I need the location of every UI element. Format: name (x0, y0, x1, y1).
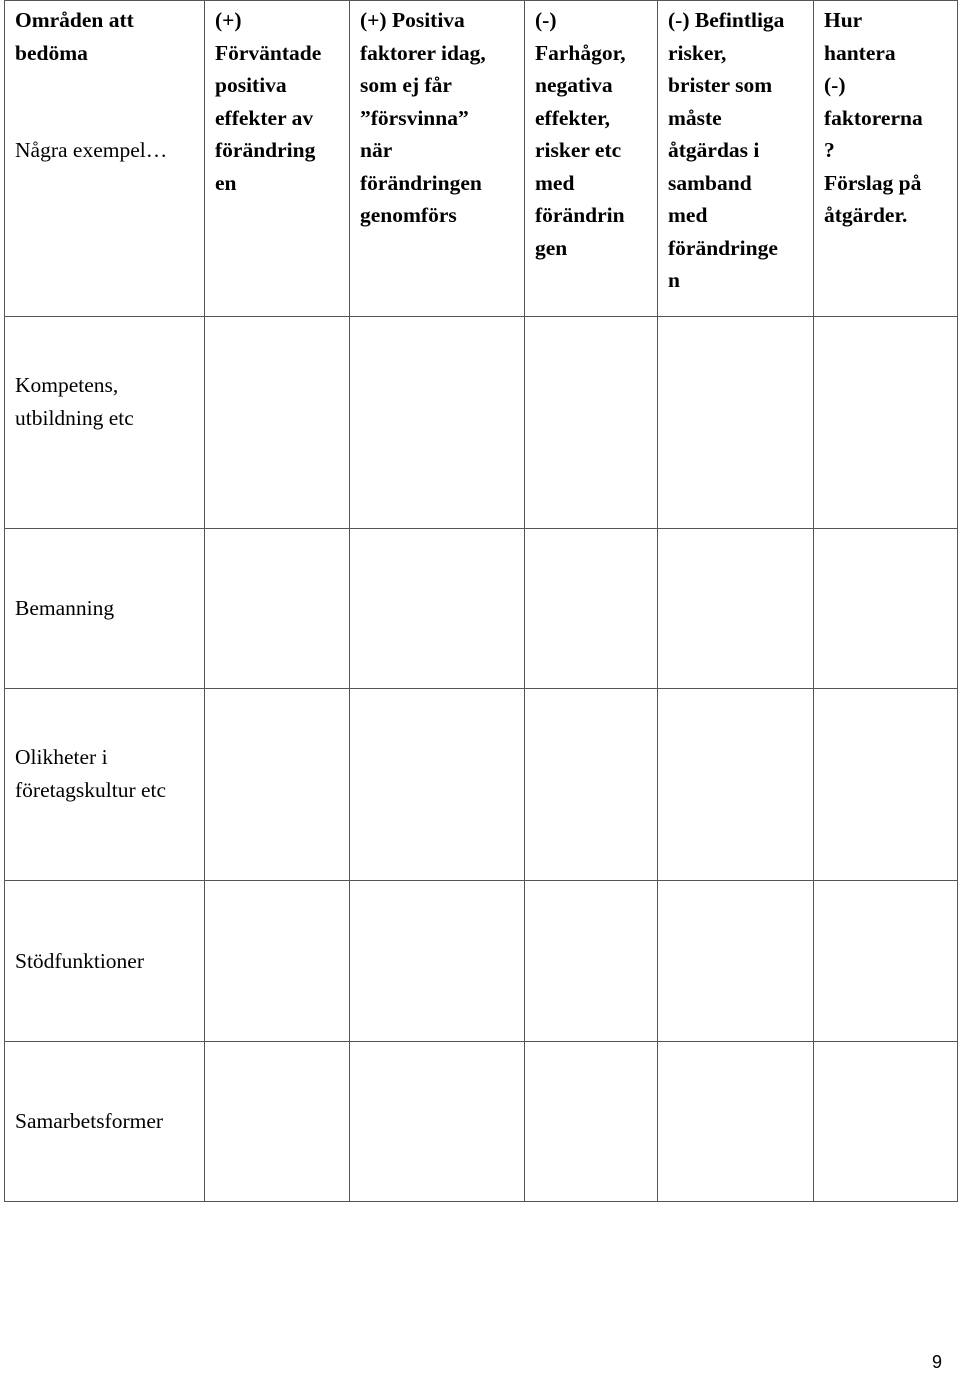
header-line: förändringen (360, 170, 482, 195)
header-line: en (215, 170, 237, 195)
header-line: gen (535, 235, 568, 260)
header-expected-positive (205, 1, 350, 317)
table-cell[interactable] (205, 881, 350, 1042)
row-label-line: Samarbetsformer (15, 1109, 164, 1134)
table-row (5, 1042, 958, 1202)
header-line: Hur (824, 8, 863, 32)
table-cell[interactable] (658, 1042, 814, 1202)
header-line: effekter av (215, 105, 314, 130)
table-cell[interactable] (658, 529, 814, 689)
header-existing-risks (658, 1, 814, 317)
table-cell[interactable] (350, 529, 525, 689)
header-line: ”försvinna” (360, 105, 469, 130)
table-cell[interactable] (658, 881, 814, 1042)
table-cell[interactable] (205, 689, 350, 881)
header-line: förändringe (668, 235, 778, 260)
table-cell[interactable] (658, 689, 814, 881)
header-line: negativa (535, 73, 613, 97)
table-cell[interactable] (814, 881, 958, 1042)
header-line: samband (668, 170, 752, 195)
header-areas-title-line: Områden att (15, 8, 134, 32)
table-row (5, 529, 958, 689)
header-how-to-handle (814, 1, 958, 317)
table-cell[interactable] (814, 529, 958, 689)
header-line: genomförs (360, 203, 457, 227)
table-cell[interactable] (525, 529, 658, 689)
row-label-support-functions (5, 881, 205, 1042)
header-line: effekter, (535, 105, 611, 130)
header-line: som ej får (360, 73, 452, 97)
row-label-culture (5, 689, 205, 881)
table-cell[interactable] (525, 1042, 658, 1202)
row-label-line: Stödfunktioner (15, 948, 144, 973)
header-concerns (525, 1, 658, 317)
header-line: åtgärder. (824, 203, 908, 227)
row-label-competence (5, 317, 205, 529)
table-cell[interactable] (525, 317, 658, 529)
table-cell[interactable] (814, 317, 958, 529)
header-line: n (668, 268, 680, 292)
header-line: ? (824, 138, 835, 162)
table-row (5, 881, 958, 1042)
row-label-staffing (5, 529, 205, 689)
row-label-line: Bemanning (15, 596, 115, 621)
table-cell[interactable] (525, 881, 658, 1042)
row-label-line: företagskultur etc (15, 777, 167, 802)
table-cell[interactable] (525, 689, 658, 881)
row-label-line: utbildning etc (15, 405, 134, 430)
row-label-line: Kompetens, (15, 373, 119, 397)
header-line: positiva (215, 73, 287, 97)
table-cell[interactable] (350, 1042, 525, 1202)
table-cell[interactable] (205, 529, 350, 689)
header-line: åtgärdas i (668, 138, 760, 162)
header-line: (-) (824, 73, 846, 97)
header-line: hantera (824, 40, 896, 65)
table-row (5, 317, 958, 529)
header-line: med (535, 170, 575, 195)
header-line: (+) Positiva (360, 8, 465, 32)
header-areas-subtitle: Några exempel… (15, 138, 168, 162)
table-cell[interactable] (814, 1042, 958, 1202)
header-line: (-) Befintliga (668, 8, 785, 32)
header-line: faktorerna (824, 105, 923, 130)
header-line: risker etc (535, 138, 622, 162)
header-line: Farhågor, (535, 40, 626, 65)
header-line: Förväntade (215, 40, 322, 65)
table-cell[interactable] (350, 317, 525, 529)
header-line: (+) (215, 8, 242, 32)
row-label-collaboration-forms (5, 1042, 205, 1202)
header-line: när (360, 138, 393, 162)
table-cell[interactable] (350, 689, 525, 881)
row-label-line: Olikheter i (15, 745, 108, 769)
table-row (5, 689, 958, 881)
table-cell[interactable] (205, 1042, 350, 1202)
table-cell[interactable] (814, 689, 958, 881)
header-areas (5, 1, 205, 317)
header-row (5, 1, 958, 317)
header-line: måste (668, 105, 722, 130)
table-cell[interactable] (658, 317, 814, 529)
header-line: faktorer idag, (360, 40, 486, 65)
header-line: brister som (668, 73, 773, 97)
header-line: risker, (668, 40, 727, 65)
table-cell[interactable] (350, 881, 525, 1042)
header-line: med (668, 203, 708, 227)
header-areas-title-line: bedöma (15, 40, 88, 65)
table-cell[interactable] (205, 317, 350, 529)
header-positive-factors (350, 1, 525, 317)
header-line: (-) (535, 8, 557, 32)
header-line: förändring (215, 138, 316, 162)
header-line: Förslag på (824, 170, 922, 195)
assessment-table (4, 0, 958, 1202)
page-number: 9 (931, 1352, 942, 1372)
header-line: förändrin (535, 203, 625, 227)
